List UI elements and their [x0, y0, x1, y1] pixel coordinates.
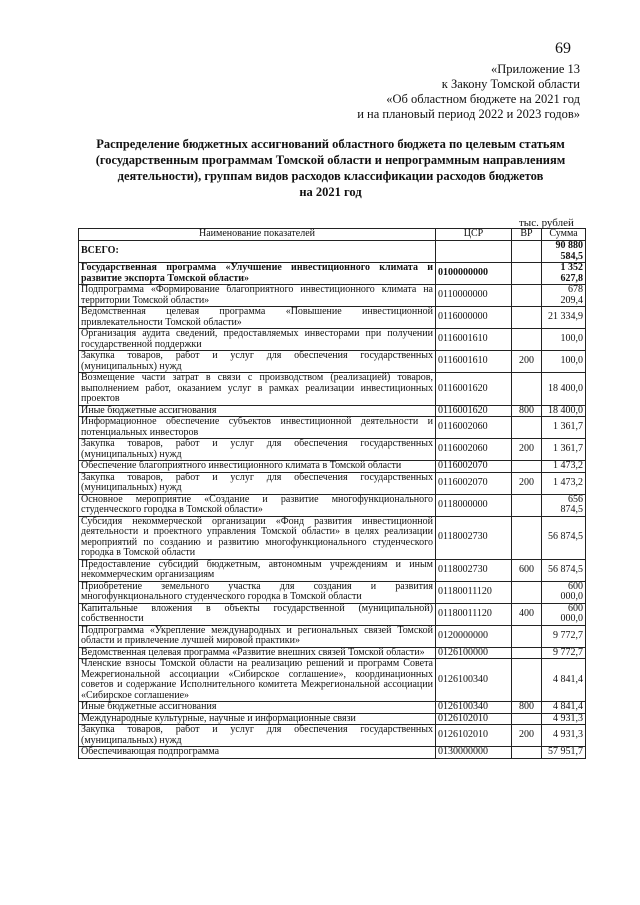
table-row	[79, 351, 586, 373]
table-row	[79, 472, 586, 494]
cell-name: Подпрограмма «Укрепление международных и региональных связей Томской области и привлечение лучшей мировой практики»	[79, 625, 436, 647]
cell-vr	[512, 461, 542, 473]
cell-name: Организация аудита сведений, предоставляемых инвесторами при получении государственной поддержки	[79, 329, 436, 351]
cell-vr	[512, 516, 542, 559]
cell-csr: 01180011120	[436, 581, 512, 603]
table-header-row	[79, 229, 586, 241]
cell-sum: 90 880 584,5	[542, 241, 586, 263]
table-row	[79, 307, 586, 329]
cell-sum: 56 874,5	[542, 516, 586, 559]
cell-csr: 0116001620	[436, 405, 512, 417]
cell-csr: 0116000000	[436, 307, 512, 329]
table-row	[79, 747, 586, 759]
cell-csr: 01180011120	[436, 603, 512, 625]
table-row	[79, 285, 586, 307]
cell-name: Ведомственная целевая программа «Развитие внешних связей Томской области»	[79, 647, 436, 659]
cell-vr	[512, 581, 542, 603]
cell-sum: 1 361,7	[542, 439, 586, 461]
table-row	[79, 647, 586, 659]
title-line: (государственным программам Томской области и непрограммным направлениям	[95, 153, 566, 167]
table-row	[79, 461, 586, 473]
cell-csr: 0118002730	[436, 516, 512, 559]
cell-csr: 0110000000	[436, 285, 512, 307]
cell-csr: 0126100340	[436, 659, 512, 702]
cell-vr: 800	[512, 702, 542, 714]
cell-sum: 1 473,2	[542, 461, 586, 473]
cell-csr: 0130000000	[436, 747, 512, 759]
cell-name: Закупка товаров, работ и услуг для обеспечения государственных (муниципальных) нужд	[79, 351, 436, 373]
cell-sum: 18 400,0	[542, 405, 586, 417]
title-line: на 2021 год	[299, 185, 362, 199]
cell-csr: 0116002060	[436, 439, 512, 461]
table-row	[79, 725, 586, 747]
cell-vr: 400	[512, 603, 542, 625]
cell-csr	[436, 241, 512, 263]
cell-sum: 4 931,3	[542, 725, 586, 747]
cell-vr	[512, 307, 542, 329]
page-number: 69	[555, 40, 571, 57]
cell-vr	[512, 241, 542, 263]
cell-name: Иные бюджетные ассигнования	[79, 405, 436, 417]
table-row	[79, 373, 586, 406]
cell-csr: 0116001620	[436, 373, 512, 406]
cell-sum: 656 874,5	[542, 494, 586, 516]
cell-vr	[512, 417, 542, 439]
cell-vr	[512, 625, 542, 647]
cell-sum: 1 352 627,8	[542, 263, 586, 285]
cell-vr	[512, 329, 542, 351]
table-row	[79, 713, 586, 725]
table-row	[79, 559, 586, 581]
cell-sum: 18 400,0	[542, 373, 586, 406]
cell-vr: 200	[512, 439, 542, 461]
header-name: Наименование показателей	[79, 229, 436, 241]
title-line: деятельности), группам видов расходов классификации расходов бюджетов	[117, 169, 544, 183]
cell-name: Обеспечивающая подпрограмма	[79, 747, 436, 759]
cell-vr: 200	[512, 725, 542, 747]
table-row	[79, 494, 586, 516]
cell-vr	[512, 647, 542, 659]
cell-name: Информационное обеспечение субъектов инвестиционной деятельности и потенциальных инвесторов	[79, 417, 436, 439]
cell-csr: 0118002730	[436, 559, 512, 581]
cell-name: Предоставление субсидий бюджетным, автономным учреждениям и иным некоммерческим организациям	[79, 559, 436, 581]
cell-name: Подпрограмма «Формирование благоприятного инвестиционного климата на территории Томской области»	[79, 285, 436, 307]
cell-sum: 56 874,5	[542, 559, 586, 581]
document-title	[78, 136, 583, 200]
cell-name: Приобретение земельного участка для создания и развития многофункционального студенческого городка в Томской области	[79, 581, 436, 603]
table-row	[79, 625, 586, 647]
cell-csr: 0116001610	[436, 329, 512, 351]
cell-csr: 0118000000	[436, 494, 512, 516]
table-row	[79, 417, 586, 439]
appendix-reference	[357, 62, 580, 122]
cell-name: ВСЕГО:	[79, 241, 436, 263]
cell-vr	[512, 747, 542, 759]
table-row	[79, 241, 586, 263]
cell-vr: 200	[512, 472, 542, 494]
cell-name: Закупка товаров, работ и услуг для обеспечения государственных (муниципальных) нужд	[79, 472, 436, 494]
cell-csr: 0126102010	[436, 725, 512, 747]
cell-vr: 200	[512, 351, 542, 373]
cell-vr	[512, 659, 542, 702]
cell-csr: 0100000000	[436, 263, 512, 285]
cell-sum: 100,0	[542, 351, 586, 373]
table-row	[79, 439, 586, 461]
cell-name: Капитальные вложения в объекты государственной (муниципальной) собственности	[79, 603, 436, 625]
cell-name: Ведомственная целевая программа «Повышение инвестиционной привлекательности Томской области»	[79, 307, 436, 329]
cell-sum: 600 000,0	[542, 581, 586, 603]
cell-name: Иные бюджетные ассигнования	[79, 702, 436, 714]
appendix-line: «Приложение 13	[491, 62, 580, 76]
cell-csr: 0126102010	[436, 713, 512, 725]
cell-sum: 4 841,4	[542, 659, 586, 702]
appendix-line: «Об областном бюджете на 2021 год	[386, 92, 580, 106]
cell-sum: 57 951,7	[542, 747, 586, 759]
table-row	[79, 516, 586, 559]
cell-name: Государственная программа «Улучшение инвестиционного климата и развитие экспорта Томской области»	[79, 263, 436, 285]
cell-vr	[512, 285, 542, 307]
appendix-line: к Закону Томской области	[441, 77, 580, 91]
cell-sum: 4 841,4	[542, 702, 586, 714]
cell-sum: 21 334,9	[542, 307, 586, 329]
cell-name: Обеспечение благоприятного инвестиционного климата в Томской области	[79, 461, 436, 473]
cell-name: Международные культурные, научные и информационные связи	[79, 713, 436, 725]
cell-vr	[512, 494, 542, 516]
cell-sum: 100,0	[542, 329, 586, 351]
budget-table	[78, 228, 586, 759]
header-sum: Сумма	[542, 229, 586, 241]
cell-sum: 678 209,4	[542, 285, 586, 307]
cell-vr	[512, 263, 542, 285]
cell-vr	[512, 373, 542, 406]
title-line: Распределение бюджетных ассигнований областного бюджета по целевым статьям	[96, 137, 565, 151]
header-csr: ЦСР	[436, 229, 512, 241]
cell-name: Закупка товаров, работ и услуг для обеспечения государственных (муниципальных) нужд	[79, 439, 436, 461]
table-row	[79, 405, 586, 417]
cell-csr: 0116001610	[436, 351, 512, 373]
table-row	[79, 659, 586, 702]
units-label: тыс. рублей	[519, 217, 574, 229]
table-row	[79, 702, 586, 714]
cell-csr: 0116002070	[436, 472, 512, 494]
cell-csr: 0126100340	[436, 702, 512, 714]
cell-name: Закупка товаров, работ и услуг для обеспечения государственных (муниципальных) нужд	[79, 725, 436, 747]
cell-csr: 0120000000	[436, 625, 512, 647]
table-row	[79, 263, 586, 285]
cell-sum: 9 772,7	[542, 625, 586, 647]
cell-vr: 800	[512, 405, 542, 417]
cell-name: Возмещение части затрат в связи с производством (реализацией) товаров, выполнением работ, оказанием услуг в рамках реализации инвестиционных проектов	[79, 373, 436, 406]
cell-sum: 9 772,7	[542, 647, 586, 659]
cell-sum: 1 361,7	[542, 417, 586, 439]
cell-vr: 600	[512, 559, 542, 581]
cell-sum: 1 473,2	[542, 472, 586, 494]
header-vr: ВР	[512, 229, 542, 241]
cell-name: Основное мероприятие «Создание и развитие многофункционального студенческого городка в Томской области»	[79, 494, 436, 516]
cell-vr	[512, 713, 542, 725]
cell-name: Членские взносы Томской области на реализацию решений и программ Совета Межрегиональной ассоциации «Сибирское соглашение», координационных советов и содержание Исполнительного комитета Межрегиональной ассоциации «Сибирское соглашение»	[79, 659, 436, 702]
cell-sum: 600 000,0	[542, 603, 586, 625]
cell-csr: 0116002060	[436, 417, 512, 439]
cell-csr: 0126100000	[436, 647, 512, 659]
table-row	[79, 603, 586, 625]
appendix-line: и на плановый период 2022 и 2023 годов»	[357, 107, 580, 121]
cell-csr: 0116002070	[436, 461, 512, 473]
table-row	[79, 329, 586, 351]
table-row	[79, 581, 586, 603]
cell-name: Субсидия некоммерческой организации «Фонд развития инвестиционной деятельности и проектного управления Томской области» в целях реализации мероприятий по созданию и развитию многофункционального студенческого городка в Томской области	[79, 516, 436, 559]
cell-sum: 4 931,3	[542, 713, 586, 725]
